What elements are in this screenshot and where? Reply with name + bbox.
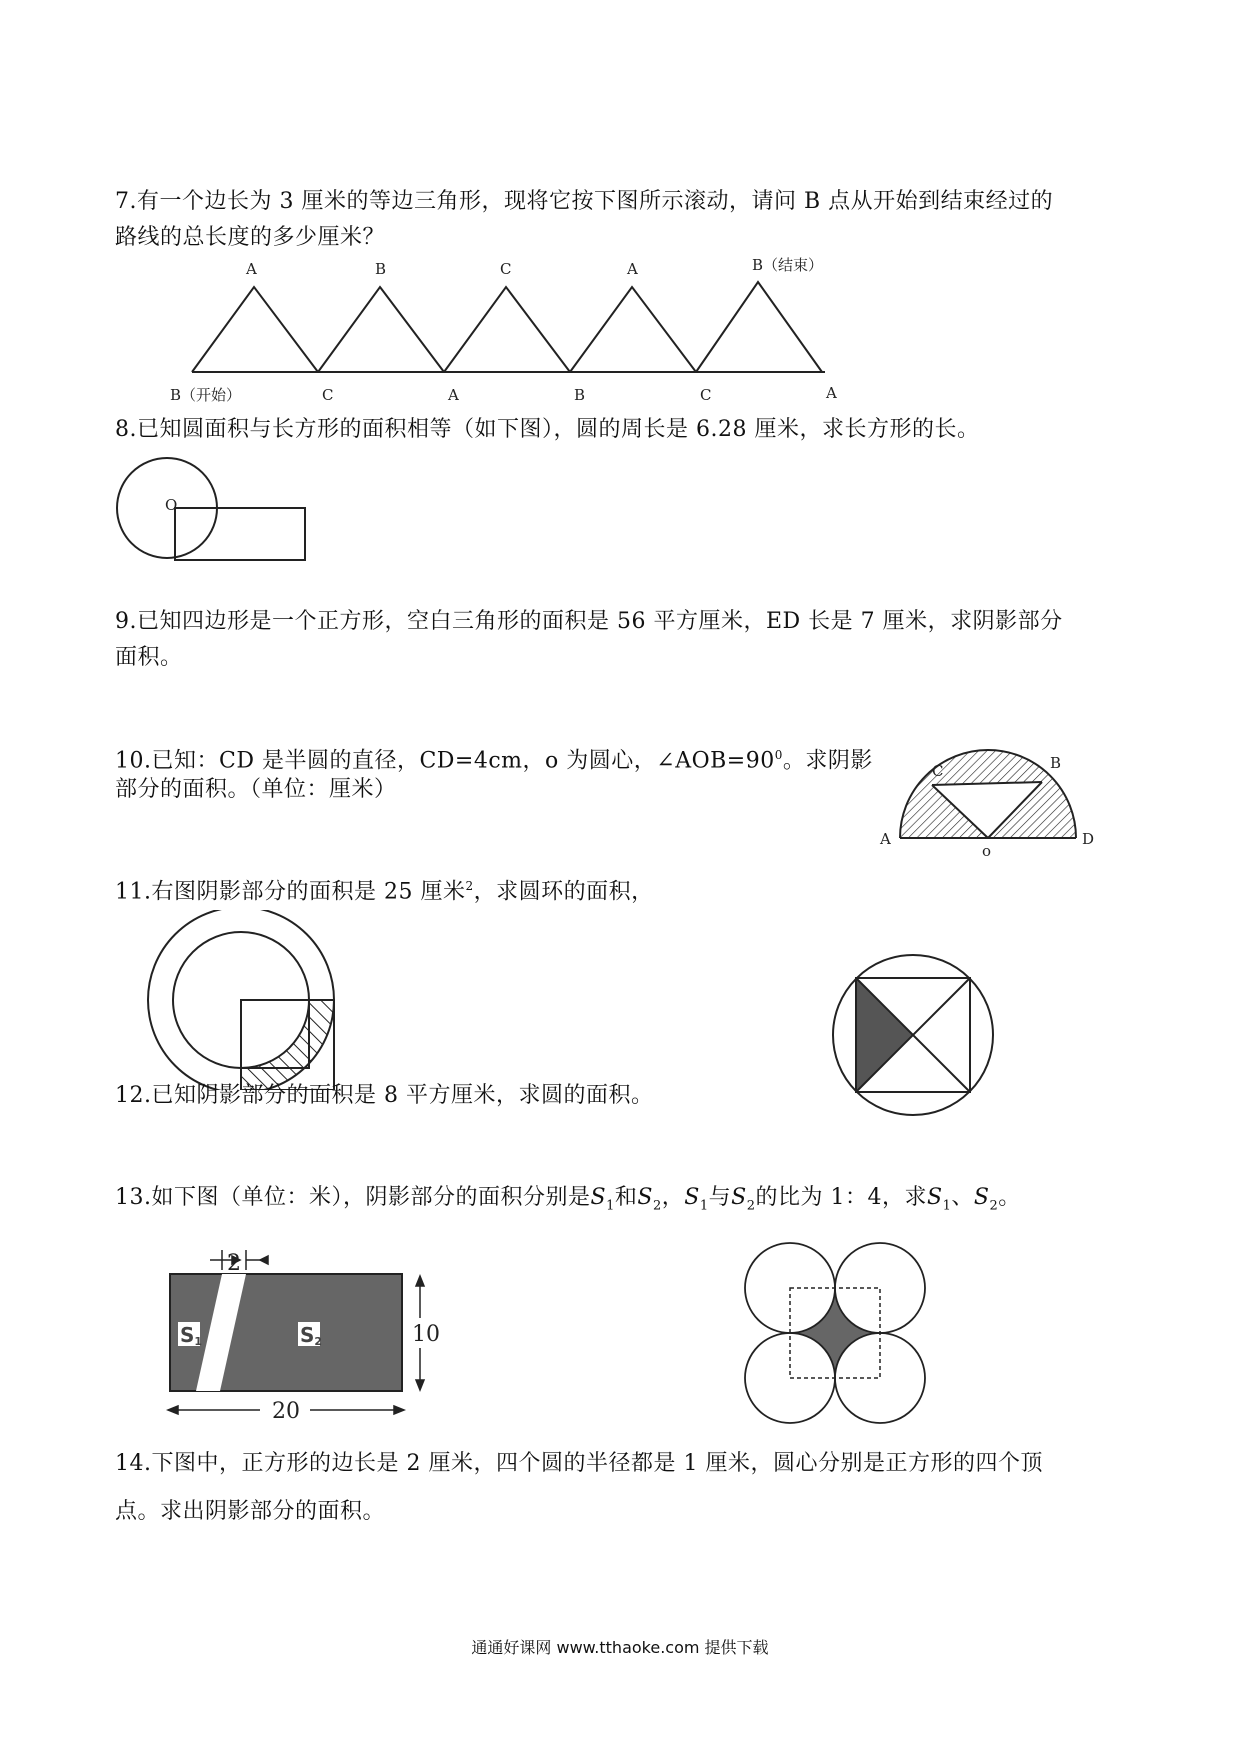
width-2-label: 2 (227, 1251, 241, 1276)
bottom-label-5: C (700, 386, 712, 404)
q10-line2: 部分的面积。（单位：厘米） (115, 777, 397, 802)
top-label-2: B (375, 260, 387, 278)
q8-text: 8.已知圆面积与长方形的面积相等（如下图），圆的周长是 6.28 厘米，求长方形的长。 (115, 417, 980, 442)
bottom-label-4: B (574, 386, 586, 404)
q14-line2: 点。求出阴影部分的面积。 (115, 1499, 386, 1524)
height-10-label: 10 (412, 1322, 440, 1347)
bottom-label-3: A (448, 386, 459, 404)
top-label-1: A (246, 260, 257, 278)
bottom-label-2: C (322, 386, 334, 404)
s2-label: S2 (300, 1323, 323, 1348)
label-b: B (1050, 754, 1062, 772)
q10-line1: 10.已知：CD 是半圆的直径，CD=4cm，o 为圆心，$\angle AOB=90^0$。求阴影 (115, 748, 873, 774)
s1-label: S1 (180, 1323, 203, 1348)
bottom-label-1: B（开始） (170, 386, 242, 404)
page-footer: 通通好课网 www.tthaoke.com 提供下载 (471, 1638, 769, 1657)
label-c: C (932, 762, 944, 780)
circle-square-figure (828, 950, 998, 1120)
parallelogram-strip-figure (150, 1240, 450, 1440)
q13-text: 13.如下图（单位：米），阴影部分的面积分别是$S_1$和$S_2$，$S_1$与$S_2$的比为 1：4，求$S_1$、$S_2$。 (115, 1185, 1021, 1214)
rolling-triangle-figure (150, 252, 850, 412)
circle-rectangle-figure (115, 450, 315, 570)
q12-text: 12.已知阴影部分的面积是 8 平方厘米，求圆的面积。 (115, 1083, 654, 1108)
semicircle-figure (870, 740, 1100, 860)
annulus-figure (145, 910, 355, 1090)
length-20-label: 20 (272, 1399, 300, 1424)
top-label-4: A (627, 260, 638, 278)
bottom-label-6: A (826, 384, 837, 402)
q11-text: 11.右图阴影部分的面积是 25 厘米$^2$，求圆环的面积， (115, 879, 654, 905)
four-circles-figure (740, 1238, 930, 1428)
q7-line2: 路线的总长度的多少厘米？ (115, 225, 386, 250)
label-o: o (982, 842, 992, 860)
label-a: A (880, 830, 891, 848)
circle-center-label: O (165, 496, 178, 514)
q14-line1: 14.下图中，正方形的边长是 2 厘米，四个圆的半径都是 1 厘米，圆心分别是正方形的四个顶 (115, 1451, 1043, 1476)
q9-line2: 面积。 (115, 645, 183, 670)
top-label-5: B（结束） (752, 256, 824, 274)
q7-line1: 7.有一个边长为 3 厘米的等边三角形，现将它按下图所示滚动，请问 B 点从开始到结束经过的 (115, 189, 1054, 214)
q9-line1: 9.已知四边形是一个正方形，空白三角形的面积是 56 平方厘米，ED 长是 7 厘米，求阴影部分 (115, 609, 1063, 634)
label-d: D (1082, 830, 1095, 848)
top-label-3: C (500, 260, 512, 278)
